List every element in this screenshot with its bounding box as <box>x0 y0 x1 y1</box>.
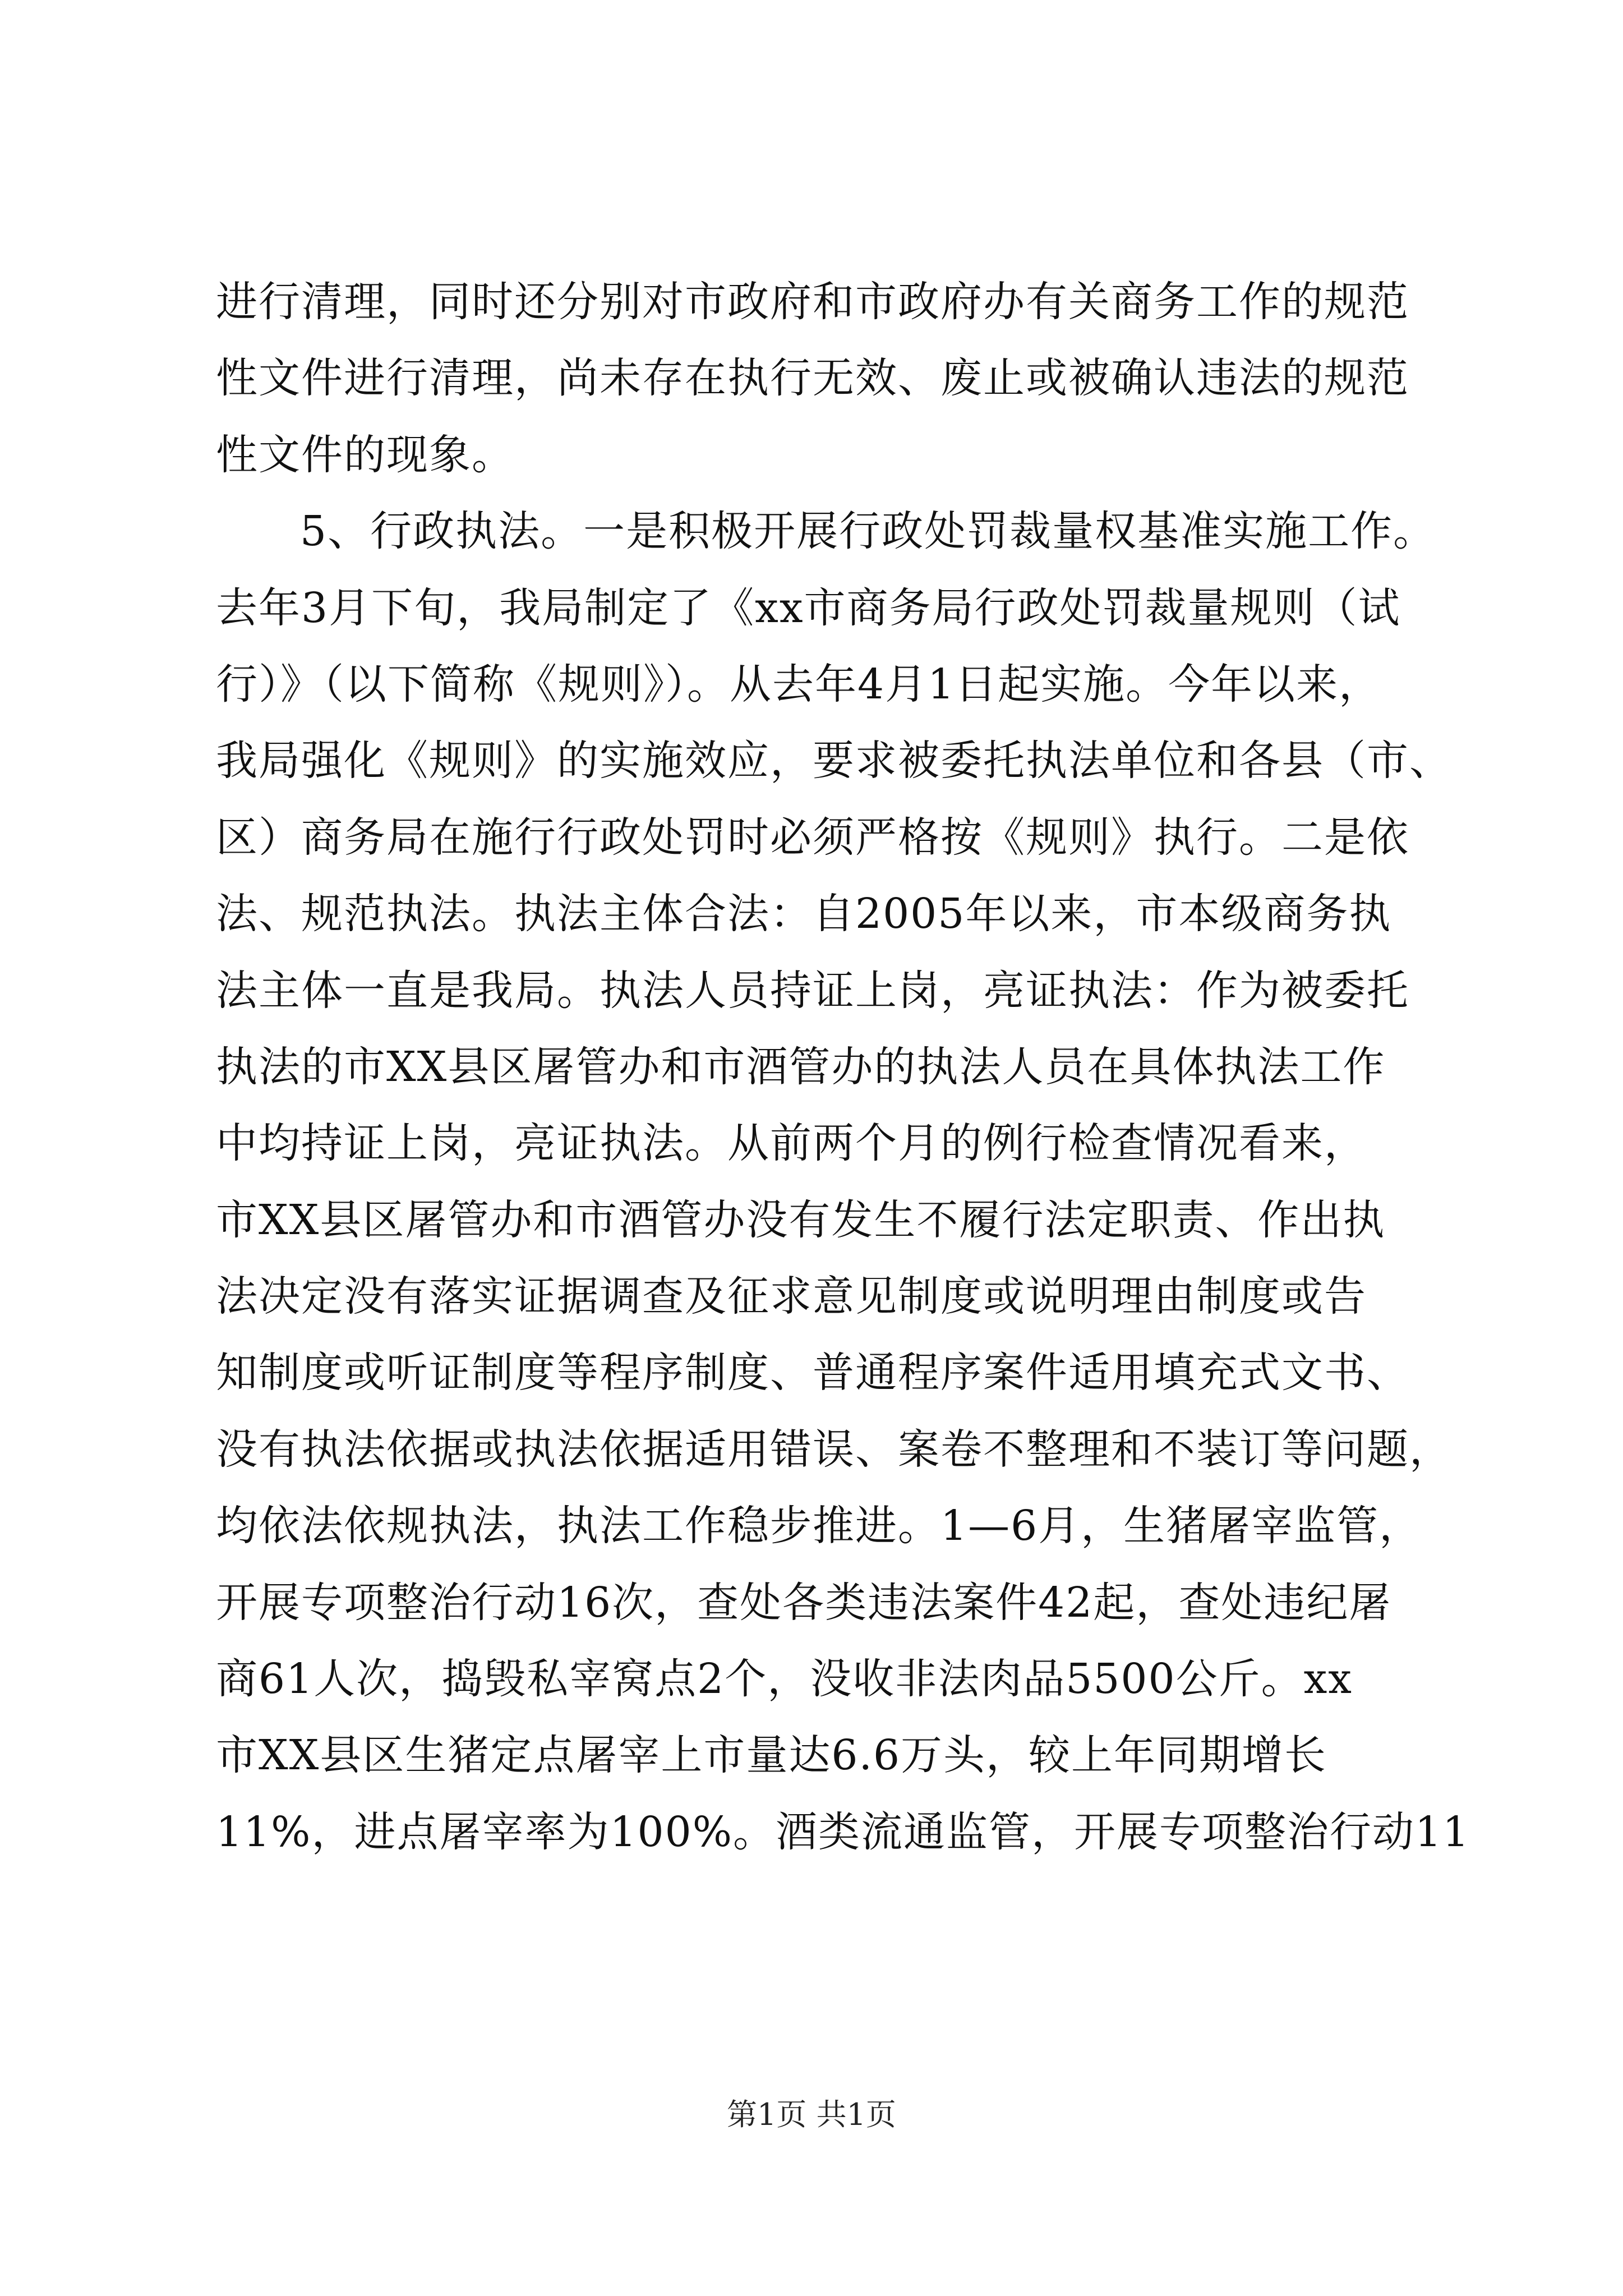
page-footer: 第1页 共1页 <box>727 2097 896 2132</box>
text-line: 均依法依规执法，执法工作稳步推进。1—6月，生猪屠宰监管， <box>216 1502 1422 1550</box>
text-line: 中均持证上岗，亮证执法。从前两个月的例行检查情况看来， <box>216 1119 1367 1168</box>
text-line: 市XX县区屠管办和市酒管办没有发生不履行法定职责、作出执 <box>216 1195 1386 1244</box>
text-line: 去年3月下旬，我局制定了《xx市商务局行政处罚裁量规则（试 <box>216 583 1401 632</box>
text-line: 法主体一直是我局。执法人员持证上岗，亮证执法：作为被委托 <box>216 966 1409 1015</box>
text-line: 商61人次，捣毁私宰窝点2个，没收非法肉品5500公斤。xx <box>216 1655 1353 1704</box>
text-line: 进行清理，同时还分别对市政府和市政府办有关商务工作的规范 <box>216 278 1409 326</box>
text-line: 法决定没有落实证据调查及征求意见制度或说明理由制度或告 <box>216 1272 1367 1321</box>
text-line: 我局强化《规则》的实施效应，要求被委托执法单位和各县（市、 <box>216 737 1452 785</box>
text-line: 性文件进行清理，尚未存在执行无效、废止或被确认违法的规范 <box>216 354 1409 403</box>
text-line: 没有执法依据或执法依据适用错误、案卷不整理和不装订等问题， <box>216 1425 1452 1474</box>
text-line: 执法的市XX县区屠管办和市酒管办的执法人员在具体执法工作 <box>216 1042 1386 1091</box>
text-line: 11%，进点屠宰率为100%。酒类流通监管，开展专项整治行动11 <box>216 1807 1470 1856</box>
text-line: 开展专项整治行动16次，查处各类违法案件42起，查处违纪屠 <box>216 1578 1392 1627</box>
text-line: 区）商务局在施行行政处罚时必须严格按《规则》执行。二是依 <box>216 813 1409 862</box>
text-line: 市XX县区生猪定点屠宰上市量达6.6万头，较上年同期增长 <box>216 1731 1327 1780</box>
body-text <box>216 264 1470 1870</box>
paragraph-first-line: 5、行政执法。一是积极开展行政处罚裁量权基准实施工作。 <box>300 507 1436 556</box>
text-line: 知制度或听证制度等程序制度、普通程序案件适用填充式文书、 <box>216 1349 1409 1397</box>
text-line: 法、规范执法。执法主体合法：自2005年以来，市本级商务执 <box>216 890 1392 938</box>
text-line: 性文件的现象。 <box>216 430 514 479</box>
text-line: 行）》（以下简称《规则》）。从去年4月1日起实施。今年以来， <box>216 660 1382 708</box>
